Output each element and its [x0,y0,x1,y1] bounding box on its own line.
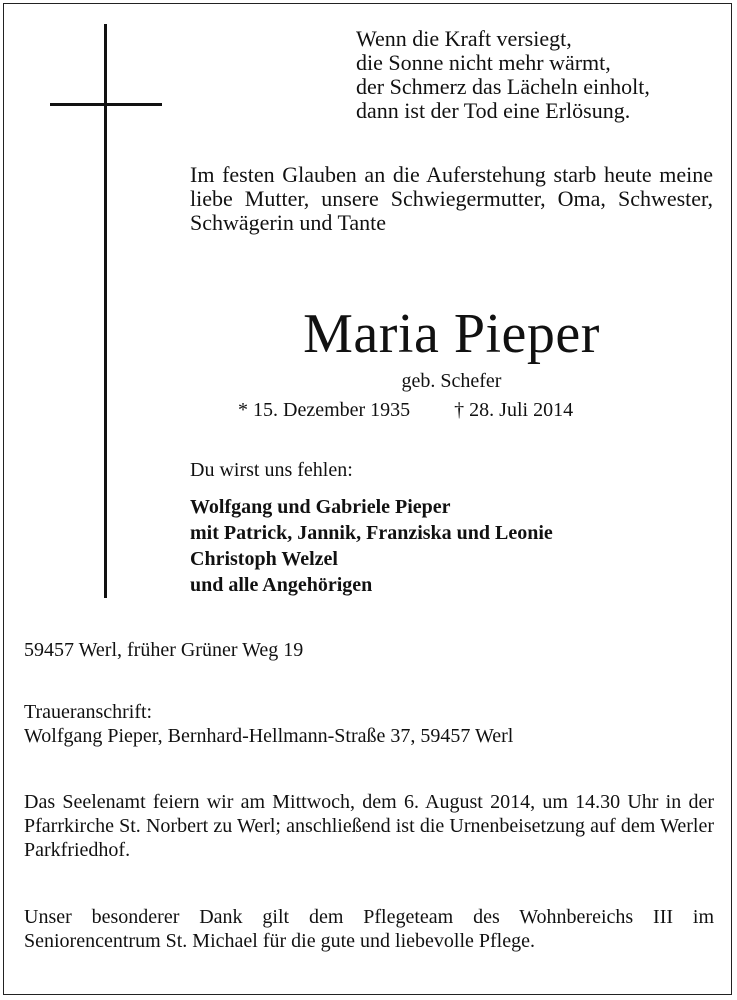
mourners-heading: Du wirst uns fehlen: [190,459,353,481]
deceased-name: Maria Pieper [303,303,600,365]
mourning-address-label: Traueranschrift: [24,701,153,723]
poem [356,27,650,123]
address-line: 59457 Werl, früher Grüner Weg 19 [24,639,304,661]
thanks-text: Unser besonderer Dank gilt dem Pflegeteam des Wohnbereichs III im Seniorencentrum St. Michael für die gute und liebevolle Pflege. [24,906,714,952]
intro-text: Im festen Glauben an die Auferstehung starb heute meine liebe Mutter, unsere Schwiegermutter, Oma, Schwester, Schwägerin und Tante [190,162,713,235]
mourner-line: und alle Angehörigen [190,574,373,596]
mourner-line: Christoph Welzel [190,548,338,570]
birth-date: * 15. Dezember 1935 [238,399,411,421]
mourning-address-value: Wolfgang Pieper, Bernhard-Hellmann-Straße 37, 59457 Werl [24,725,514,747]
mourners-list [190,494,553,598]
cross-icon-vertical [104,24,107,598]
mourner-line: Wolfgang und Gabriele Pieper [190,496,451,518]
mourner-line: mit Patrick, Jannik, Franziska und Leonie [190,522,553,544]
mourning-address [24,700,714,748]
death-date: † 28. Juli 2014 [454,399,574,421]
poem-line: dann ist der Tod eine Erlösung. [356,98,631,123]
birth-name: geb. Schefer [401,370,502,392]
poem-line: der Schmerz das Lächeln einholt, [356,74,650,99]
poem-line: Wenn die Kraft versiegt, [356,26,572,51]
cross-icon-horizontal [50,103,162,106]
life-dates [238,397,573,423]
poem-line: die Sonne nicht mehr wärmt, [356,50,611,75]
requiem-text: Das Seelenamt feiern wir am Mittwoch, dem 6. August 2014, um 14.30 Uhr in der Pfarrkirche St. Norbert zu Werl; anschließend ist die Urnenbeisetzung auf dem Werler Parkfriedhof. [24,791,714,861]
